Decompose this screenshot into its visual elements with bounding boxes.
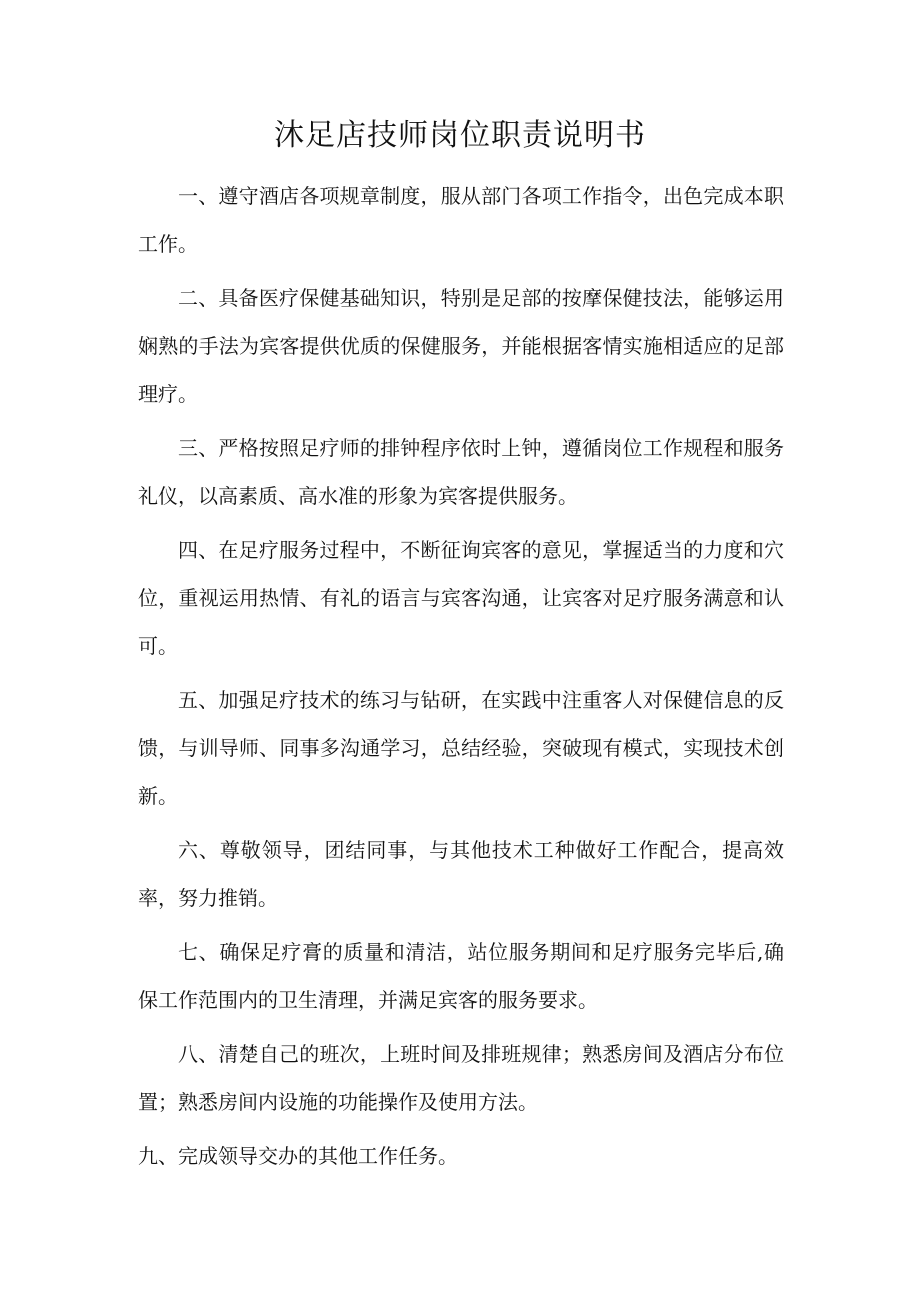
duty-paragraph-8: 八、清楚自己的班次，上班时间及排班规律；熟悉房间及酒店分布位置；熟悉房间内设施的功能操作及使用方法。	[138, 1042, 784, 1114]
duty-paragraph-2: 二、具备医疗保健基础知识，特别是足部的按摩保健技法，能够运用娴熟的手法为宾客提供优质的保健服务，并能根据客情实施相适应的足部理疗。	[138, 286, 784, 406]
duty-paragraph-5: 五、加强足疗技术的练习与钻研，在实践中注重客人对保健信息的反馈，与训导师、同事多沟通学习，总结经验，突破现有模式，实现技术创新。	[138, 688, 784, 808]
duty-paragraph-3: 三、严格按照足疗师的排钟程序依时上钟，遵循岗位工作规程和服务礼仪，以高素质、高水准的形象为宾客提供服务。	[138, 436, 784, 508]
duty-paragraph-1: 一、遵守酒店各项规章制度，服从部门各项工作指令，出色完成本职工作。	[138, 184, 784, 256]
duty-paragraph-6: 六、尊敬领导，团结同事，与其他技术工种做好工作配合，提高效率，努力推销。	[138, 838, 784, 910]
duty-paragraph-4: 四、在足疗服务过程中，不断征询宾客的意见，掌握适当的力度和穴位，重视运用热情、有礼的语言与宾客沟通，让宾客对足疗服务满意和认可。	[138, 538, 784, 658]
document-body	[138, 172, 784, 1186]
duty-paragraph-7: 七、确保足疗膏的质量和清洁，站位服务期间和足疗服务完毕后,确保工作范围内的卫生清理，并满足宾客的服务要求。	[138, 940, 784, 1012]
duty-paragraph-9: 九、完成领导交办的其他工作任务。	[138, 1144, 458, 1168]
document-title: 沐足店技师岗位职责说明书	[274, 118, 646, 153]
